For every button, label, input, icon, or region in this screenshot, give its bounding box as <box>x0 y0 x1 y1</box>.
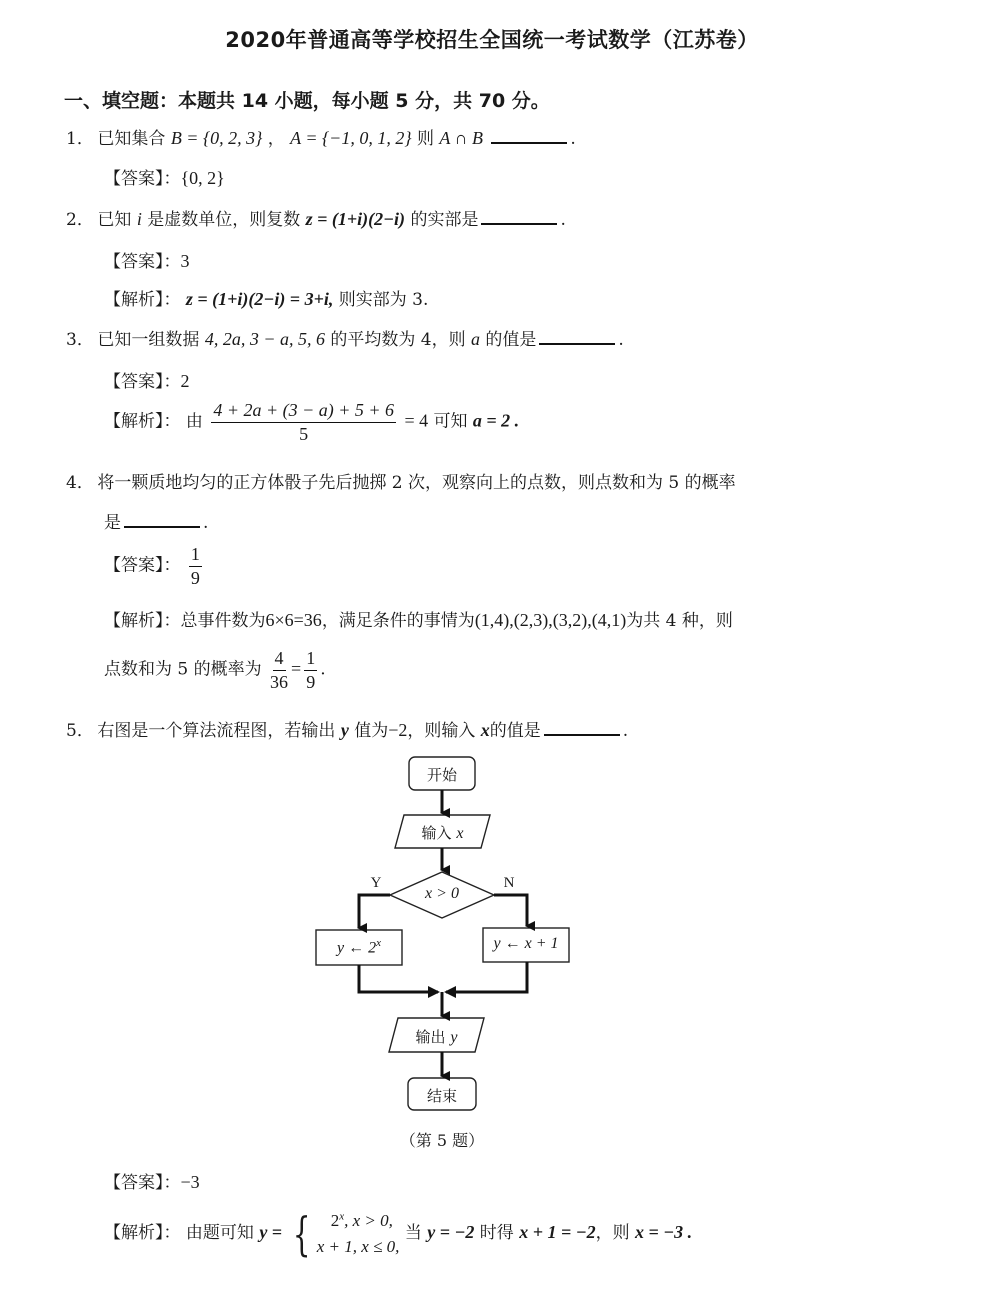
case-2: x + 1, x ≤ 0, <box>316 1236 400 1256</box>
math-expression: = 4 <box>404 410 429 431</box>
question-number: 5． <box>66 721 94 741</box>
period: . <box>203 513 209 533</box>
analysis-text: 则实部为 3. <box>338 290 429 310</box>
math-expression: x + 1 = −2 <box>519 1222 596 1242</box>
exponent: x <box>376 937 381 949</box>
math-expression: y <box>340 720 349 740</box>
input-text: 输入 <box>421 824 452 842</box>
input-variable: x <box>456 825 464 842</box>
separator: ， <box>267 129 285 149</box>
analysis-text: 时得 <box>479 1223 514 1243</box>
yes-label: Y <box>370 875 382 891</box>
math-expression: a <box>471 329 481 349</box>
analysis-5 <box>104 1208 692 1259</box>
question-text: 已知集合 <box>97 129 166 149</box>
denominator: 5 <box>299 423 309 444</box>
numerator: 4 <box>273 648 286 671</box>
question-text: 已知 <box>97 210 132 230</box>
math-expression: 6×6=36 <box>265 610 322 630</box>
assignment-text: y ← 2 <box>337 939 377 957</box>
answer-tag: 【答案】： <box>104 372 181 392</box>
analysis-tag: 【解析】： <box>104 611 181 631</box>
math-expression: x <box>480 720 490 740</box>
answer-tag: 【答案】： <box>104 169 181 189</box>
question-text: 已知一组数据 <box>97 330 200 350</box>
answer-value: {0, 2} <box>180 168 225 188</box>
output-label <box>389 1026 484 1047</box>
answer-value: 3 <box>180 251 190 271</box>
no-label: N <box>503 875 515 891</box>
analysis-text: 可知 <box>433 411 468 432</box>
question-text: ，则输入 <box>407 721 476 741</box>
math-expression: x = −3 . <box>635 1222 693 1242</box>
question-number: 3． <box>66 330 94 350</box>
analysis-text: 总事件数为 <box>180 611 266 631</box>
period: . <box>560 210 566 230</box>
answer-value: 2 <box>180 371 190 391</box>
case-base: 2 <box>330 1211 340 1230</box>
analysis-text: 由 <box>185 411 203 432</box>
math-expression: 4, 2a, 3 − a, 5, 6 <box>204 329 325 349</box>
analysis-text: 为共 4 种，则 <box>626 611 733 631</box>
question-text: 是 <box>104 513 121 533</box>
question-text: 值为 <box>354 721 389 741</box>
condition-text: x > 0 <box>425 885 459 902</box>
period: . <box>320 659 326 680</box>
question-number: 4． <box>66 473 94 493</box>
no-branch-assignment: y ← x + 1 <box>493 935 559 952</box>
analysis-tag: 【解析】： <box>104 1223 181 1243</box>
case-condition: , x > 0, <box>344 1211 393 1230</box>
condition-label <box>402 885 482 903</box>
end-label: 结束 <box>426 1087 457 1105</box>
section-heading: 一、填空题：本题共 14 小题，每小题 5 分，共 70 分。 <box>64 90 550 112</box>
question-text: 是虚数单位，则复数 <box>147 210 301 230</box>
question-text: 则 <box>416 129 434 149</box>
period: . <box>622 721 629 741</box>
answer-5 <box>104 1168 200 1193</box>
answer-tag: 【答案】： <box>104 252 181 272</box>
piecewise-cases <box>317 1208 400 1259</box>
analysis-tag: 【解析】： <box>104 290 181 310</box>
math-expression: z = (1+i)(2−i) <box>305 209 406 229</box>
math-expression: A = {−1, 0, 1, 2} <box>290 128 412 148</box>
question-text: 将一颗质地均匀的正方体骰子先后抛掷 2 次，观察向上的点数，则点数和为 5 的概率 <box>97 473 736 493</box>
analysis-tag: 【解析】： <box>104 411 181 432</box>
math-expression: A ∩ B <box>439 128 484 148</box>
case-exponent: x <box>339 1210 345 1223</box>
numerator: 1 <box>189 544 202 567</box>
denominator: 9 <box>306 671 316 692</box>
equals-sign: = <box>291 658 302 679</box>
analysis-text: ，则 <box>595 1223 630 1243</box>
numerator: 1 <box>304 648 317 671</box>
case-1 <box>317 1208 400 1234</box>
analysis-text: 当 <box>404 1223 422 1243</box>
math-expression: B = {0, 2, 3} <box>170 128 263 148</box>
question-text: 右图是一个算法流程图，若输出 <box>97 721 336 741</box>
math-expression: y = <box>259 1222 283 1242</box>
question-text: 的实部是 <box>410 210 479 230</box>
question-number: 2． <box>66 210 94 230</box>
yes-branch-assignment <box>316 937 402 957</box>
question-text: 的值是 <box>489 721 541 741</box>
question-text: 的值是 <box>485 330 537 350</box>
analysis-text: ，满足条件的事情为 <box>321 611 475 631</box>
output-text: 输出 <box>415 1028 446 1046</box>
denominator: 9 <box>190 567 200 588</box>
input-label <box>395 822 490 843</box>
start-label: 开始 <box>426 766 457 784</box>
answer-tag: 【答案】： <box>104 1173 181 1193</box>
page-title: 2020年普通高等学校招生全国统一考试数学（江苏卷） <box>225 28 759 52</box>
output-variable: y <box>450 1029 458 1046</box>
math-expression: z = (1+i)(2−i) = 3+i, <box>185 289 334 309</box>
math-expression: −2 <box>388 720 408 740</box>
figure-caption: （第 5 题） <box>399 1131 485 1150</box>
math-expression: i <box>136 209 142 229</box>
answer-tag: 【答案】： <box>104 555 181 576</box>
left-brace-icon: { <box>293 1206 311 1261</box>
analysis-text: 由题可知 <box>185 1223 254 1243</box>
math-expression: (1,4),(2,3),(3,2),(4,1) <box>474 610 627 630</box>
period: . <box>618 330 624 350</box>
question-text: 的平均数为 4，则 <box>330 330 466 350</box>
denominator: 36 <box>270 671 289 692</box>
answer-value: −3 <box>180 1172 200 1192</box>
question-number: 1． <box>66 129 94 149</box>
piecewise-function <box>287 1208 399 1259</box>
period: . <box>570 129 576 149</box>
numerator: 4 + 2a + (3 − a) + 5 + 6 <box>211 400 396 423</box>
math-expression: a = 2 . <box>472 410 520 431</box>
analysis-text: 点数和为 5 的概率为 <box>104 659 262 680</box>
math-expression: y = −2 <box>427 1222 475 1242</box>
